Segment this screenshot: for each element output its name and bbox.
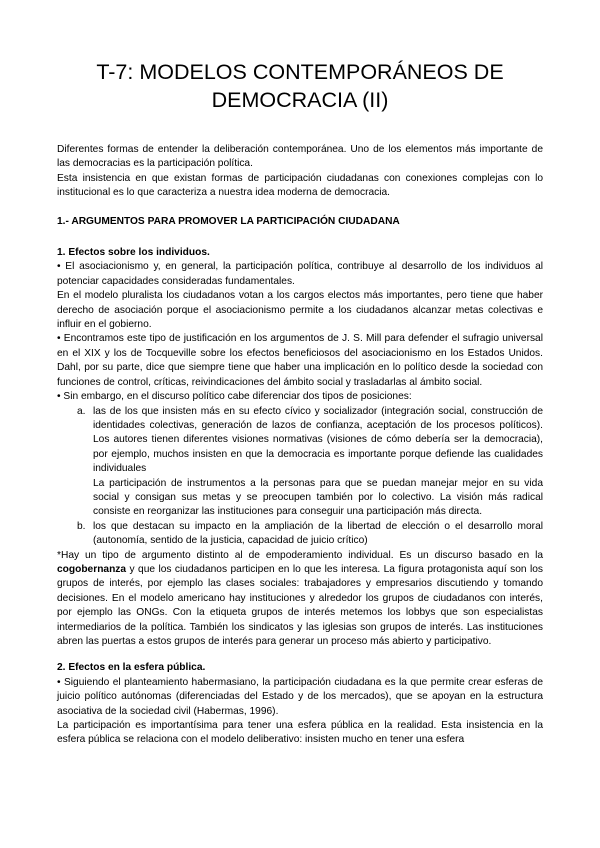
page-title [57, 58, 543, 114]
paragraph-asociacionismo: • El asociacionismo y, en general, la participación política, contribuye al desarrollo de los individuos al potenciar capacidades consideradas fundamentales. [57, 261, 543, 287]
list-item-a-text-2: La participación de instrumentos a la personas para que se puedan manejar mejor en su vida social y consigan sus metas y se preocupen también por lo colectivo. La visión más radical consiste en reorganizar las instituciones para conseguir una participación más directa. [93, 477, 543, 518]
positions-list [57, 405, 543, 549]
intro-paragraph-1: Diferentes formas de entender la deliberación contemporánea. Uno de los elementos más importante de las democracias es la participación política. [57, 144, 543, 170]
list-marker-b: b. [77, 520, 86, 532]
title-line-1: T-7: MODELOS CONTEMPORÁNEOS DE [96, 60, 504, 84]
paragraph-posiciones: • Sin embargo, en el discurso político cabe diferenciar dos tipos de posiciones: [57, 391, 412, 403]
list-item-b [77, 520, 543, 549]
paragraph-habermas: • Siguiendo el planteamiento habermasiano, la participación ciudadana es la que permite crear esferas de juicio político autónomas (diferenciadas del Estado y de los mercados), que se apoyan en la estructura asociativa de la sociedad civil (Habermas, 1996). [57, 676, 543, 717]
paragraph-esfera-publica: La participación es importantísima para tener una esfera pública en la realidad. Esta insistencia en la esfera pública se relaciona con el modelo deliberativo: insisten mucho en tener una esfera [57, 720, 543, 746]
paragraph-cogobernanza [57, 549, 543, 650]
subheading-public-sphere: 2. Efectos en la esfera pública. [57, 662, 206, 674]
section-heading-1: 1.- ARGUMENTOS PARA PROMOVER LA PARTICIPACIÓN CIUDADANA [57, 215, 400, 227]
list-item-a-text: las de los que insisten más en su efecto cívico y socializador (integración social, construcción de identidades colectivas, generación de lazos de confianza, aceptación de los procesos políticos). Los autores tienen diferentes visiones normativas (visiones de cómo debería ser la democracia), por ejemplo, muchos insisten en que la democracia es importante porque defiende las cualidades individuales [93, 405, 543, 475]
cogob-text-before: *Hay un tipo de argumento distinto al de empoderamiento individual. Es un discurso basado en la [57, 549, 543, 561]
subheading-individuals: 1. Efectos sobre los individuos. [57, 247, 210, 259]
paragraph-pluralista: En el modelo pluralista los ciudadanos votan a los cargos electos más importantes, pero tiene que haber derecho de asociación porque el asociacionismo permite a los ciudadanos alcanzar metas colectivas e influir en el gobierno. [57, 290, 543, 331]
list-item-a [77, 405, 543, 520]
cogob-text-after: y que los ciudadanos participen en lo que les interesa. La figura protagonista aquí son los grupos de interés, por ejemplo las clases sociales: trabajadores y empresarios discutiendo y tomando decisiones. En el modelo americano hay instituciones y alrededor los grupos de ciudadanos con interés, por ejemplo las ONGs. Con la etiqueta grupos de interés metemos los lobbys que son especialistas intermediarios de la política. También los sindicatos y las iglesias son grupos de interés. Las instituciones abren las puertas a estos grupos de interés para generar un proceso más abierto y participativo. [57, 563, 543, 647]
list-item-b-text: los que destacan su impacto en la ampliación de la libertad de elección o el desarrollo moral (autonomía, sentido de la justicia, capacidad de juicio crítico) [93, 520, 543, 547]
paragraph-mill-tocqueville: • Encontramos este tipo de justificación en los argumentos de J. S. Mill para defender el sufragio universal en el XIX y los de Tocqueville sobre los efectos beneficiosos del asociacionismo en los Estados Unidos. Dahl, por su parte, dice que siempre tiene que haber una implicación en lo político desde la sociedad con funciones de control, críticas, reivindicaciones del ámbito social y trasladarlas al ámbito social. [57, 333, 543, 388]
list-marker-a: a. [77, 405, 86, 417]
spacer [57, 649, 543, 661]
intro-paragraph-2: Esta insistencia en que existan formas de participación ciudadanas con conexiones complejas con lo institucional es lo que caracteriza a nuestra idea moderna de democracia. [57, 172, 543, 199]
cogobernanza-term: cogobernanza [57, 563, 127, 575]
title-line-2: DEMOCRACIA (II) [211, 88, 389, 112]
